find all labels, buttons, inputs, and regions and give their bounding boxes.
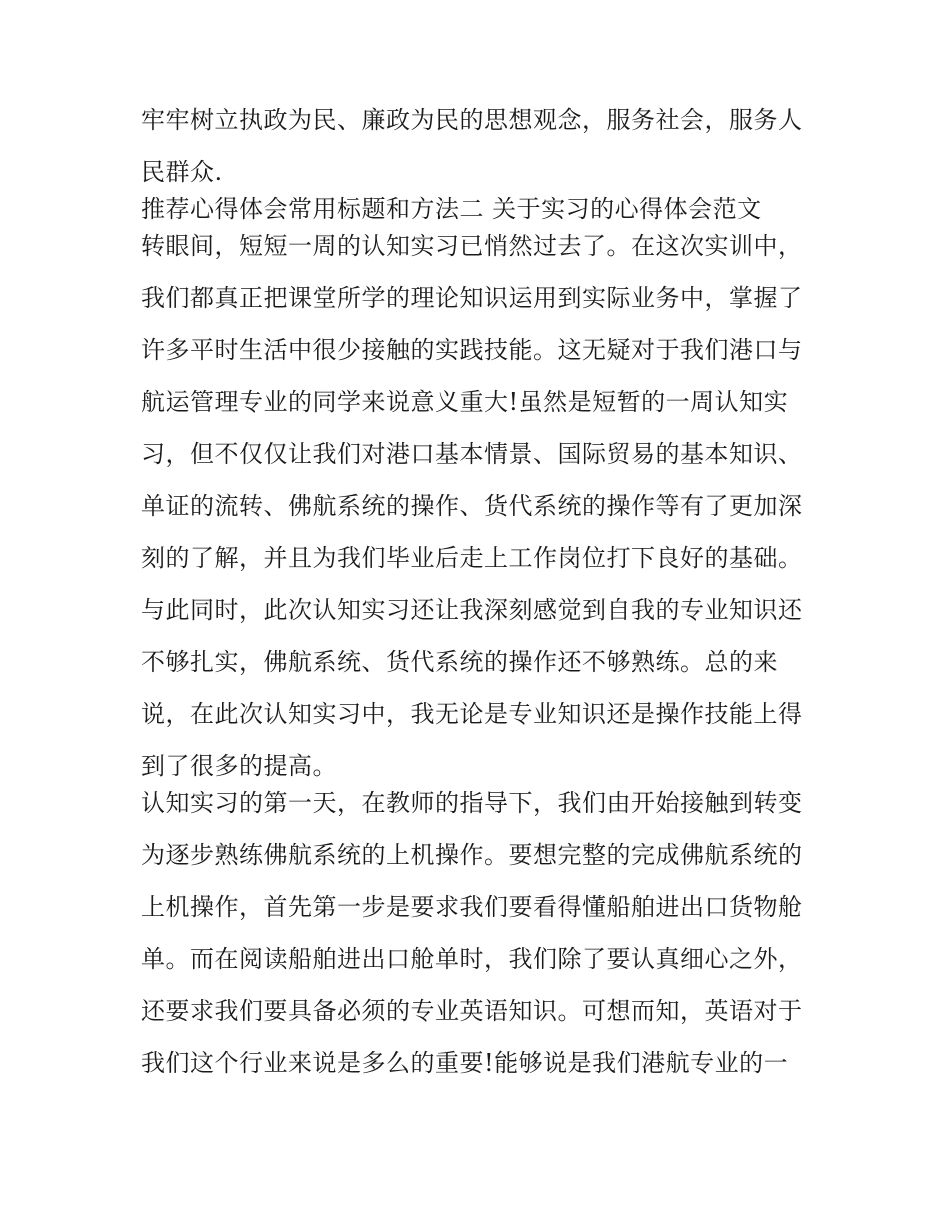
text-line: 许多平时生活中很少接触的实践技能。这无疑对于我们港口与 — [141, 336, 803, 364]
text-line: 认知实习的第一天，在教师的指导下，我们由开始接触到转变 — [141, 789, 803, 817]
text-line: 民群众. — [141, 158, 223, 186]
text-line: 我们都真正把课堂所学的理论知识运用到实际业务中，掌握了 — [141, 284, 803, 312]
text-line: 上机操作，首先第一步是要求我们要看得懂船舶进出口货物舱 — [141, 893, 803, 921]
text-line: 我们这个行业来说是多么的重要!能够说是我们港航专业的一 — [141, 1049, 789, 1077]
text-line: 到了很多的提高。 — [141, 752, 337, 780]
text-line: 为逐步熟练佛航系统的上机操作。要想完整的完成佛航系统的 — [141, 841, 803, 869]
text-line: 单。而在阅读船舶进出口舱单时，我们除了要认真细心之外， — [141, 945, 803, 973]
text-line: 习，但不仅仅让我们对港口基本情景、国际贸易的基本知识、 — [141, 440, 803, 468]
text-line: 转眼间，短短一周的认知实习已悄然过去了。在这次实训中， — [141, 232, 803, 260]
text-line: 与此同时，此次认知实习还让我深刻感觉到自我的专业知识还 — [141, 596, 803, 624]
text-line: 牢牢树立执政为民、廉政为民的思想观念，服务社会，服务人 — [141, 106, 803, 134]
text-line: 不够扎实，佛航系统、货代系统的操作还不够熟练。总的来 — [141, 648, 778, 676]
text-line: 单证的流转、佛航系统的操作、货代系统的操作等有了更加深 — [141, 492, 803, 520]
section-heading: 推荐心得体会常用标题和方法二 关于实习的心得体会范文 — [141, 195, 762, 223]
document-body — [141, 108, 821, 1076]
text-line: 刻的了解，并且为我们毕业后走上工作岗位打下良好的基础。 — [141, 544, 803, 572]
text-line: 还要求我们要具备必须的专业英语知识。可想而知，英语对于 — [141, 997, 803, 1025]
text-line: 说，在此次认知实习中，我无论是专业知识还是操作技能上得 — [141, 700, 803, 728]
text-line: 航运管理专业的同学来说意义重大!虽然是短暂的一周认知实 — [141, 388, 789, 416]
